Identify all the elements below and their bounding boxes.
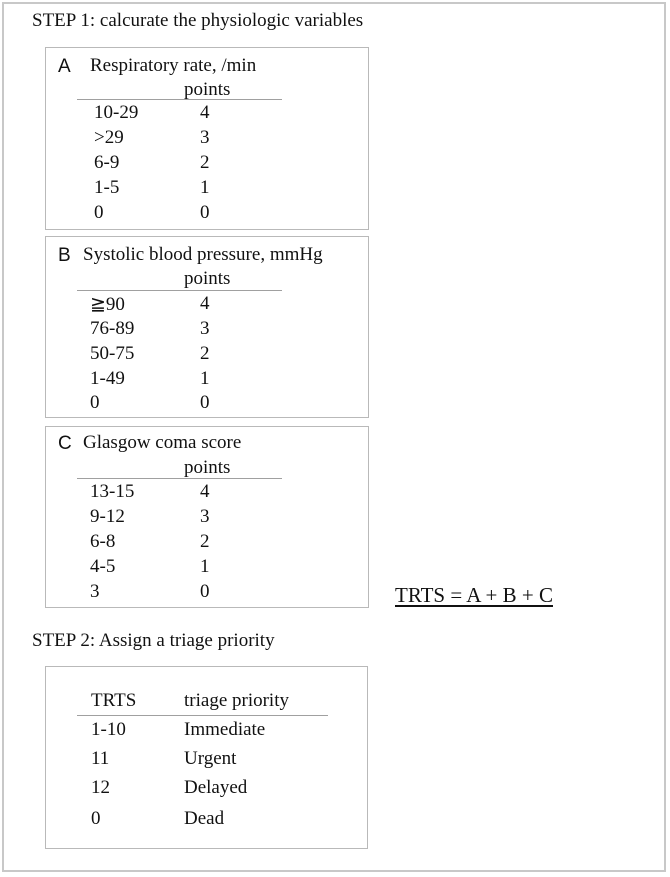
points-cell: 3 [200, 318, 210, 339]
table-row [46, 368, 368, 394]
points-cell: 4 [200, 481, 210, 502]
trts-cell: 0 [91, 808, 101, 829]
table-title: Glasgow coma score [83, 432, 242, 453]
table-row [46, 808, 367, 834]
table-row [46, 127, 368, 153]
points-header: points [184, 457, 231, 478]
column-header-trts: TRTS [91, 690, 137, 711]
range-cell: 3 [90, 581, 100, 602]
priority-cell: Dead [184, 808, 225, 829]
range-cell: 0 [94, 202, 104, 223]
table-row [46, 392, 368, 418]
range-cell: 4-5 [90, 556, 116, 577]
table-row [46, 777, 367, 803]
points-cell: 3 [200, 506, 210, 527]
points-cell: 2 [200, 531, 210, 552]
priority-cell: Immediate [184, 719, 266, 740]
table-row [46, 506, 368, 532]
priority-cell: Urgent [184, 748, 237, 769]
table-row [46, 343, 368, 369]
range-cell: 6-8 [90, 531, 116, 552]
points-cell: 2 [200, 152, 210, 173]
step2-heading: STEP 2: Assign a triage priority [32, 630, 275, 651]
systolic-bp-table [45, 236, 369, 418]
respiratory-rate-table [45, 47, 369, 230]
range-cell: 13-15 [90, 481, 135, 502]
header-rule [77, 290, 282, 291]
table-row [46, 556, 368, 582]
points-cell: 4 [200, 293, 210, 314]
points-header: points [184, 79, 231, 100]
points-header: points [184, 268, 231, 289]
trts-cell: 11 [91, 748, 110, 769]
table-row [46, 177, 368, 203]
table-row [46, 152, 368, 178]
table-row [46, 719, 367, 745]
header-rule [77, 478, 282, 479]
points-cell: 0 [200, 202, 210, 223]
points-cell: 0 [200, 392, 210, 413]
table-row [46, 202, 368, 228]
table-letter: B [58, 245, 71, 266]
trts-cell: 1-10 [91, 719, 126, 740]
column-header-priority: triage priority [184, 690, 289, 711]
table-row [46, 318, 368, 344]
table-row [46, 581, 368, 607]
table-title: Systolic blood pressure, mmHg [83, 244, 323, 265]
range-cell: 9-12 [90, 506, 125, 527]
points-cell: 4 [200, 102, 210, 123]
priority-cell: Delayed [184, 777, 248, 798]
table-row [46, 481, 368, 507]
points-cell: 0 [200, 581, 210, 602]
table-row [46, 102, 368, 128]
range-cell: 6-9 [94, 152, 120, 173]
points-cell: 3 [200, 127, 210, 148]
range-cell: 1-5 [94, 177, 120, 198]
table-row [46, 748, 367, 774]
header-rule [77, 715, 328, 716]
trts-formula: TRTS = A + B + C [395, 583, 553, 607]
table-row [46, 531, 368, 557]
table-letter: A [58, 56, 71, 77]
step1-heading: STEP 1: calcurate the physiologic variables [32, 10, 364, 31]
table-letter: C [58, 433, 72, 454]
trts-cell: 12 [91, 777, 110, 798]
triage-priority-table [45, 666, 368, 849]
range-cell: 0 [90, 392, 100, 413]
header-rule [77, 99, 282, 100]
range-cell: 1-49 [90, 368, 125, 389]
range-cell: 50-75 [90, 343, 135, 364]
range-cell: ≧90 [90, 294, 125, 315]
range-cell: 76-89 [90, 318, 135, 339]
table-title: Respiratory rate, /min [90, 55, 257, 76]
glasgow-coma-table [45, 426, 369, 608]
points-cell: 1 [200, 177, 210, 198]
table-row [46, 293, 368, 319]
range-cell: >29 [94, 127, 124, 148]
points-cell: 1 [200, 556, 210, 577]
points-cell: 2 [200, 343, 210, 364]
points-cell: 1 [200, 368, 210, 389]
range-cell: 10-29 [94, 102, 139, 123]
